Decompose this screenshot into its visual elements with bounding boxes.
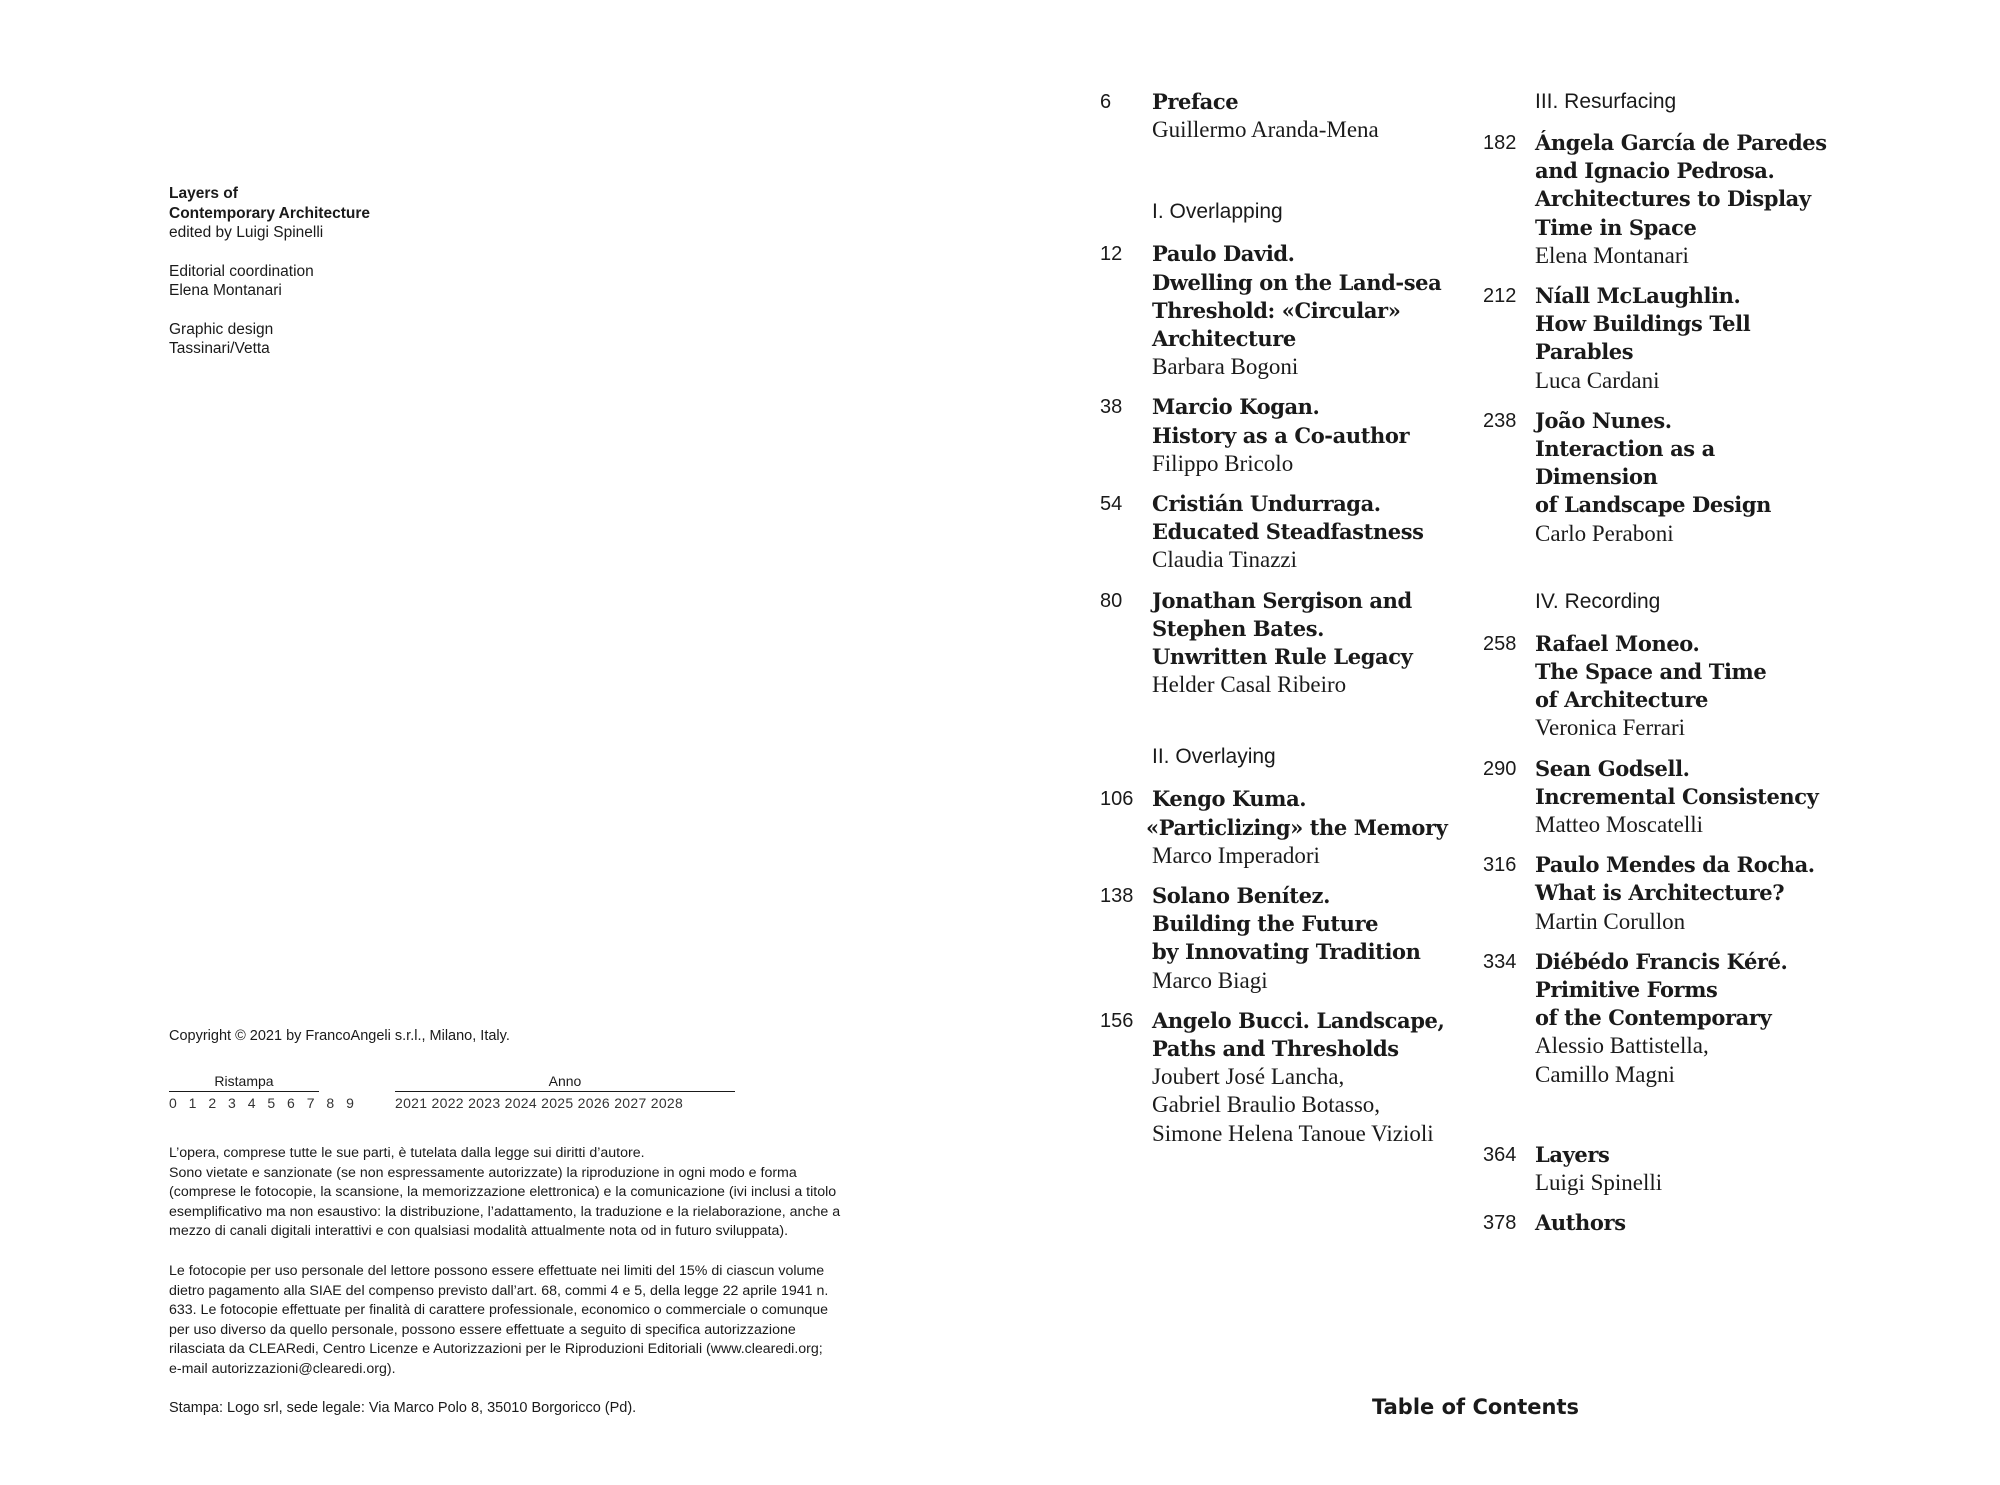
editorial-name: Elena Montanari [169,282,282,299]
toc-entry[interactable] [1100,587,1480,700]
page-number: 212 [1483,285,1517,308]
toc-entry[interactable] [1483,948,1883,1089]
entry-author: Marco Biagi [1152,967,1268,993]
toc-entry[interactable] [1100,490,1480,575]
ristampa-column [169,1072,358,1112]
entry-author: Marco Imperadori [1152,842,1320,868]
legal-line: 633. Le fotocopie effettuate per finalità di carattere professionale, economico o commerciale o comunque [169,1302,829,1319]
right-page [1000,0,2000,1485]
toc-heading: Table of Contents [1372,1395,1580,1419]
toc-entry[interactable] [1483,129,1883,270]
legal-line: L’opera, comprese tutte le sue parti, è tutelata dalla legge sui diritti d’autore. [169,1145,645,1161]
anno-column [395,1072,735,1112]
entry-title: Solano Benítez. Building the Future by Innovating Tradition [1152,883,1421,965]
entry-title: Paulo David. Dwelling on the Land-sea Threshold: «Circular» Architecture [1152,241,1442,352]
section-heading: III. Resurfacing [1535,90,1677,113]
legal-line: e-mail autorizzazioni@clearedi.org). [169,1360,396,1377]
legal-line: (comprese le fotocopie, la scansione, la memorizzazione elettronica) e la comunicazione (ivi inclusi a titolo [169,1184,837,1201]
page-number: 38 [1100,396,1123,419]
series-title-line-1: Layers of [169,185,238,202]
page-number: 258 [1483,632,1517,655]
entry-title: Sean Godsell. Incremental Consistency [1535,755,1819,809]
section-heading: II. Overlaying [1152,745,1276,769]
toc-entry[interactable] [1100,88,1480,144]
anno-label: Anno [395,1072,735,1092]
ristampa-values: 0 1 2 3 4 5 6 7 8 9 [169,1095,358,1111]
page-number: 80 [1100,589,1123,612]
toc-entry[interactable] [1100,785,1480,870]
entry-title: Kengo Kuma. «Particlizing» the Memory [1146,786,1448,840]
page-number: 316 [1483,854,1517,877]
spacer [1483,1101,1883,1141]
entry-author: Carlo Peraboni [1535,520,1674,546]
page-number: 334 [1483,950,1517,973]
page-number: 54 [1100,493,1123,516]
entry-author: Luigi Spinelli [1535,1170,1663,1196]
entry-title: Ángela García de Paredes and Ignacio Pedrosa. Architectures to Display Time in Space [1535,130,1827,240]
legal-line: Sono vietate e sanzionate (se non espressamente autorizzate) la riproduzione in ogni modo e forma [169,1164,797,1181]
page-number: 364 [1483,1143,1517,1166]
entry-title: Diébédo Francis Kéré. Primitive Forms of the Contemporary [1535,948,1788,1031]
legal-line: mezzo di canali digitali interattivi e con qualsiasi modalità attualmente nota od in futuro sviluppata). [169,1223,789,1240]
page-number: 106 [1100,788,1134,811]
section-heading: IV. Recording [1535,589,1661,613]
design-name: Tassinari/Vetta [169,340,270,357]
toc-entry[interactable] [1100,882,1480,995]
ristampa-label: Ristampa [169,1072,319,1092]
entry-author: Veronica Ferrari [1535,715,1686,741]
toc-entry[interactable] [1483,755,1883,840]
entry-title: Paulo Mendes da Rocha. What is Architecture? [1535,852,1815,906]
entry-title: Rafael Moneo. The Space and Time of Architecture [1535,630,1767,713]
entry-author: Filippo Bricolo [1152,450,1294,476]
entry-author: Elena Montanari [1535,242,1689,268]
edited-by: edited by Luigi Spinelli [169,224,324,241]
entry-title: Angelo Bucci. Landscape, Paths and Thresholds [1152,1007,1445,1062]
entry-author: Alessio Battistella, Camillo Magni [1535,1033,1709,1087]
page-number: 290 [1483,757,1517,780]
toc-entry[interactable] [1483,1141,1883,1197]
entry-author: Guillermo Aranda-Mena [1152,117,1379,143]
entry-title: Marcio Kogan. History as a Co-author [1152,394,1410,448]
legal-line: rilasciata da CLEARedi, Centro Licenze e Autorizzazioni per le Riproduzioni Editoriali (www.clearedi.org; [169,1341,823,1358]
series-title-line-2: Contemporary Architecture [169,204,370,222]
toc-entry[interactable] [1483,282,1883,395]
toc-entry[interactable] [1483,407,1883,548]
entry-title: Níall McLaughlin. How Buildings Tell Parables [1535,283,1751,365]
entry-title: João Nunes. Interaction as a Dimension of Landscape Design [1535,407,1771,518]
colophon [169,184,370,378]
entry-author: Joubert José Lancha, Gabriel Braulio Botasso, Simone Helena Tanoue Vizioli [1152,1064,1434,1146]
editorial-label: Editorial coordination [169,262,314,280]
entry-title: Authors [1535,1210,1626,1236]
entry-title: Preface [1152,89,1239,114]
toc-entry[interactable] [1100,393,1480,478]
page-number: 138 [1100,885,1134,908]
toc-entry[interactable] [1100,1007,1480,1148]
entry-title: Layers [1535,1141,1610,1167]
toc-entry[interactable] [1483,851,1883,936]
page-number: 156 [1100,1009,1134,1032]
legal-line: per uso diverso da quello personale, possono essere effettuate a seguito di specifica autorizzazione [169,1321,796,1338]
entry-author: Barbara Bogoni [1152,354,1299,380]
anno-values: 2021 2022 2023 2024 2025 2026 2027 2028 [395,1095,684,1111]
design-label: Graphic design [169,320,274,338]
toc-entry[interactable] [1100,240,1480,381]
entry-author: Luca Cardani [1535,367,1660,393]
page-number: 12 [1100,243,1123,266]
page-number: 182 [1483,132,1517,154]
legal-line: Le fotocopie per uso personale del lettore possono essere effettuate nei limiti del 15% di ciascun volume [169,1263,825,1279]
legal-paragraph-1 [169,1144,909,1242]
entry-author: Matteo Moscatelli [1535,812,1703,838]
copyright-line: Copyright © 2021 by FrancoAngeli s.r.l., Milano, Italy. [169,1028,510,1044]
legal-paragraph-2 [169,1262,909,1380]
entry-title: Cristián Undurraga. Educated Steadfastness [1152,491,1424,545]
printer-line: Stampa: Logo srl, sede legale: Via Marco Polo 8, 35010 Borgoricco (Pd). [169,1400,637,1416]
toc-entry[interactable] [1483,630,1883,743]
page-number: 6 [1100,91,1112,113]
page-number: 378 [1483,1212,1517,1235]
legal-line: esemplificativo ma non esaustivo: la distribuzione, l’adattamento, la traduzione e la rielaborazione, anche a [169,1203,841,1220]
entry-author: Martin Corullon [1535,908,1686,934]
toc-column-1 [1100,88,1480,1160]
entry-title: Jonathan Sergison and Stephen Bates. Unwritten Rule Legacy [1152,587,1413,670]
toc-column-2 [1483,88,1883,1250]
legal-line: dietro pagamento alla SIAE del compenso previsto dall’art. 68, commi 4 e 5, della legge 22 aprile 1941 n. [169,1282,829,1299]
toc-entry[interactable] [1483,1209,1883,1237]
entry-author: Claudia Tinazzi [1152,547,1298,573]
section-heading: I. Overlapping [1152,200,1283,224]
page-number: 238 [1483,409,1517,432]
entry-author: Helder Casal Ribeiro [1152,672,1347,698]
